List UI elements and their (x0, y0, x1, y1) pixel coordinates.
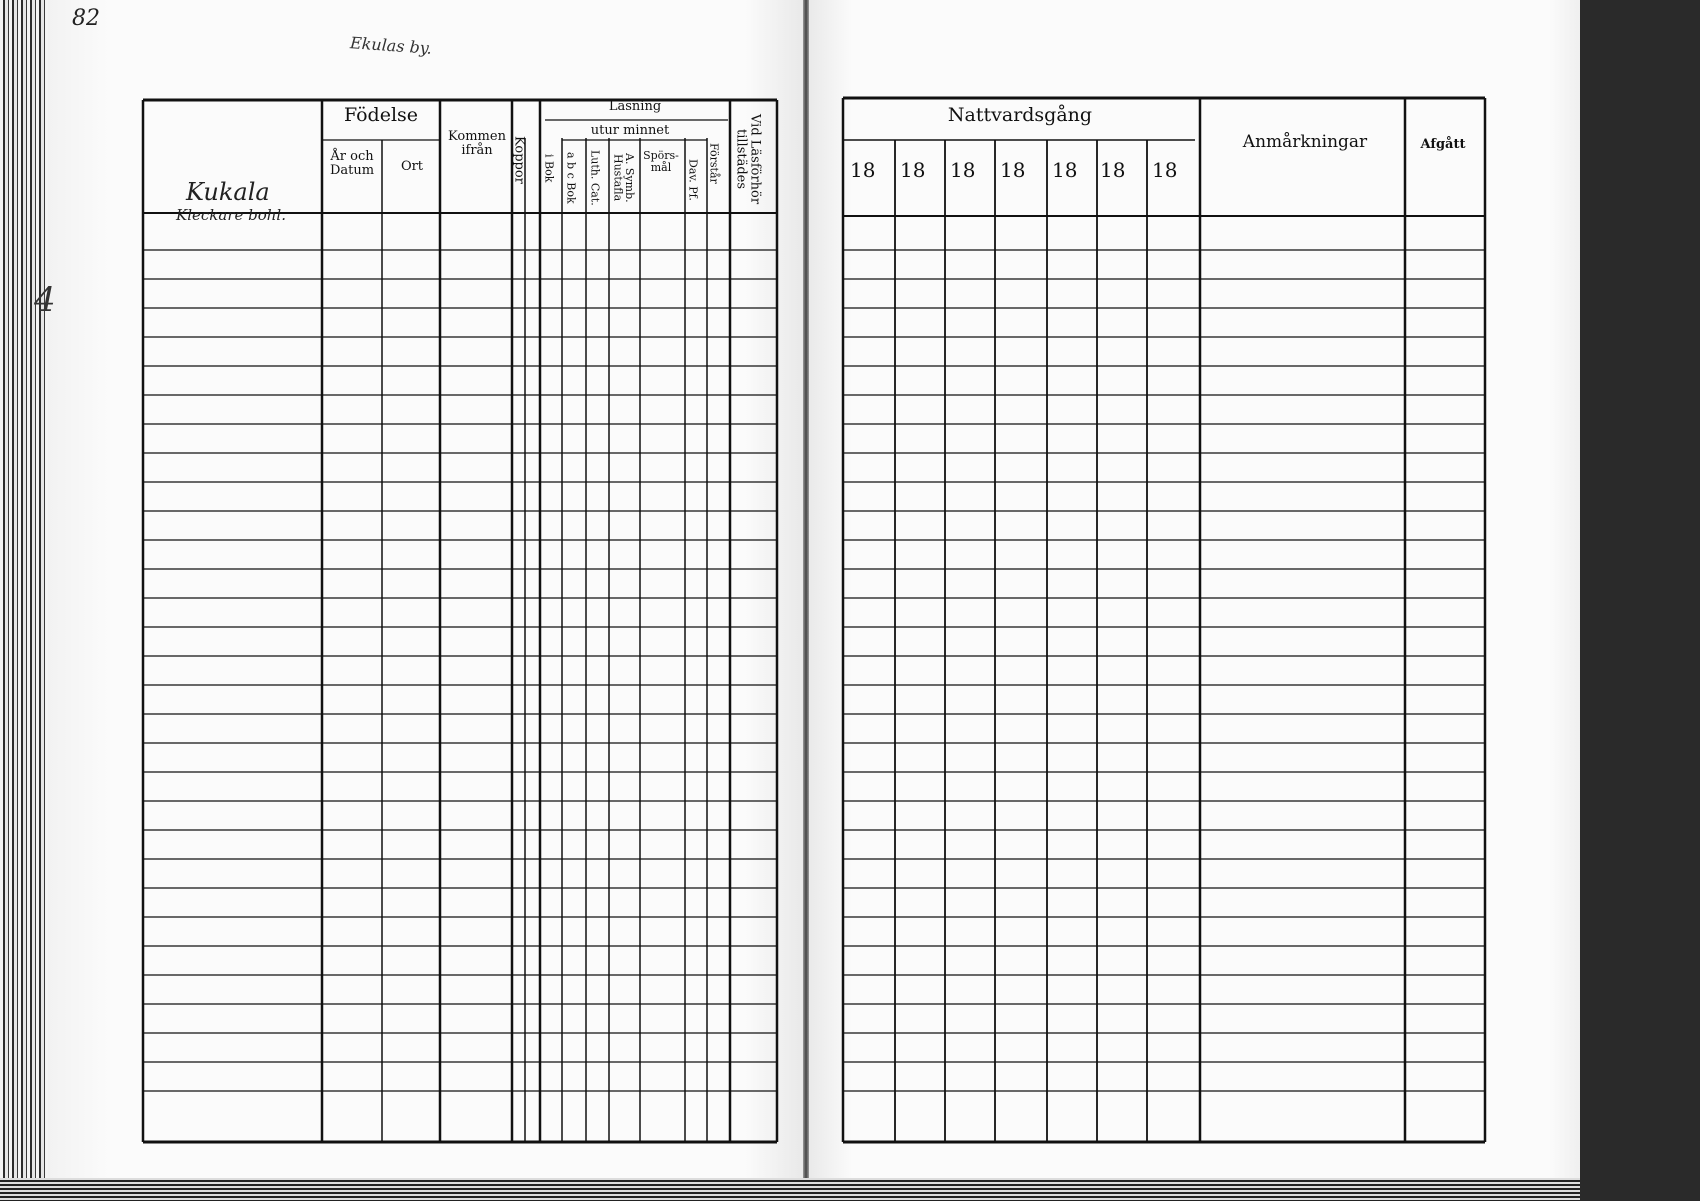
header-forstar: Förstår (707, 142, 721, 184)
page-number: 82 (72, 6, 100, 31)
header-sporsmal: Spörs-mål (643, 149, 679, 174)
header-ort: Ort (400, 159, 424, 174)
year-column-4: 18 (1000, 158, 1026, 182)
header-anmarkningar: Anmårkningar (1242, 132, 1368, 152)
header-lasning: Läsning (608, 99, 662, 114)
header-fodelse: Födelse (343, 104, 419, 126)
header-utur-minnet: utur minnet (590, 123, 670, 138)
year-column-1: 18 (850, 158, 876, 182)
header-luth-cat: Luth. Cat. (588, 150, 602, 206)
margin-mark: 4 (34, 280, 56, 320)
year-column-7: 18 (1152, 158, 1178, 182)
header-kommen-ifran: Kommen ifrån (448, 129, 506, 158)
year-column-2: 18 (900, 158, 926, 182)
header-abc-bok: a b c Bok (564, 152, 578, 204)
header-nattvardsgang: Nattvardsgång (947, 104, 1093, 126)
year-column-3: 18 (950, 158, 976, 182)
header-koppor: Koppor (511, 136, 527, 184)
right-register-grid (843, 98, 1485, 1142)
entry-village-name: Kukala (186, 178, 270, 206)
handwritten-village-note: Ekulas by. (349, 33, 433, 58)
header-dav-pf: Dav. Pf. (686, 159, 700, 201)
header-ar-och-datum: År och Datum (329, 149, 375, 178)
header-i-bok: i Bok (542, 153, 556, 183)
header-symb-hustafla: A. Symb. Hustafla (611, 153, 637, 203)
header-afgatt: Afgått (1420, 137, 1466, 152)
header-vid-lasforhor: Vid Läsförhör tillstädes (733, 113, 763, 205)
left-register-grid (143, 100, 777, 1142)
bottom-page-edges (0, 1178, 1580, 1201)
year-column-6: 18 (1100, 158, 1126, 182)
year-column-5: 18 (1052, 158, 1078, 182)
entry-household: Kleckare bohl. (176, 206, 286, 224)
